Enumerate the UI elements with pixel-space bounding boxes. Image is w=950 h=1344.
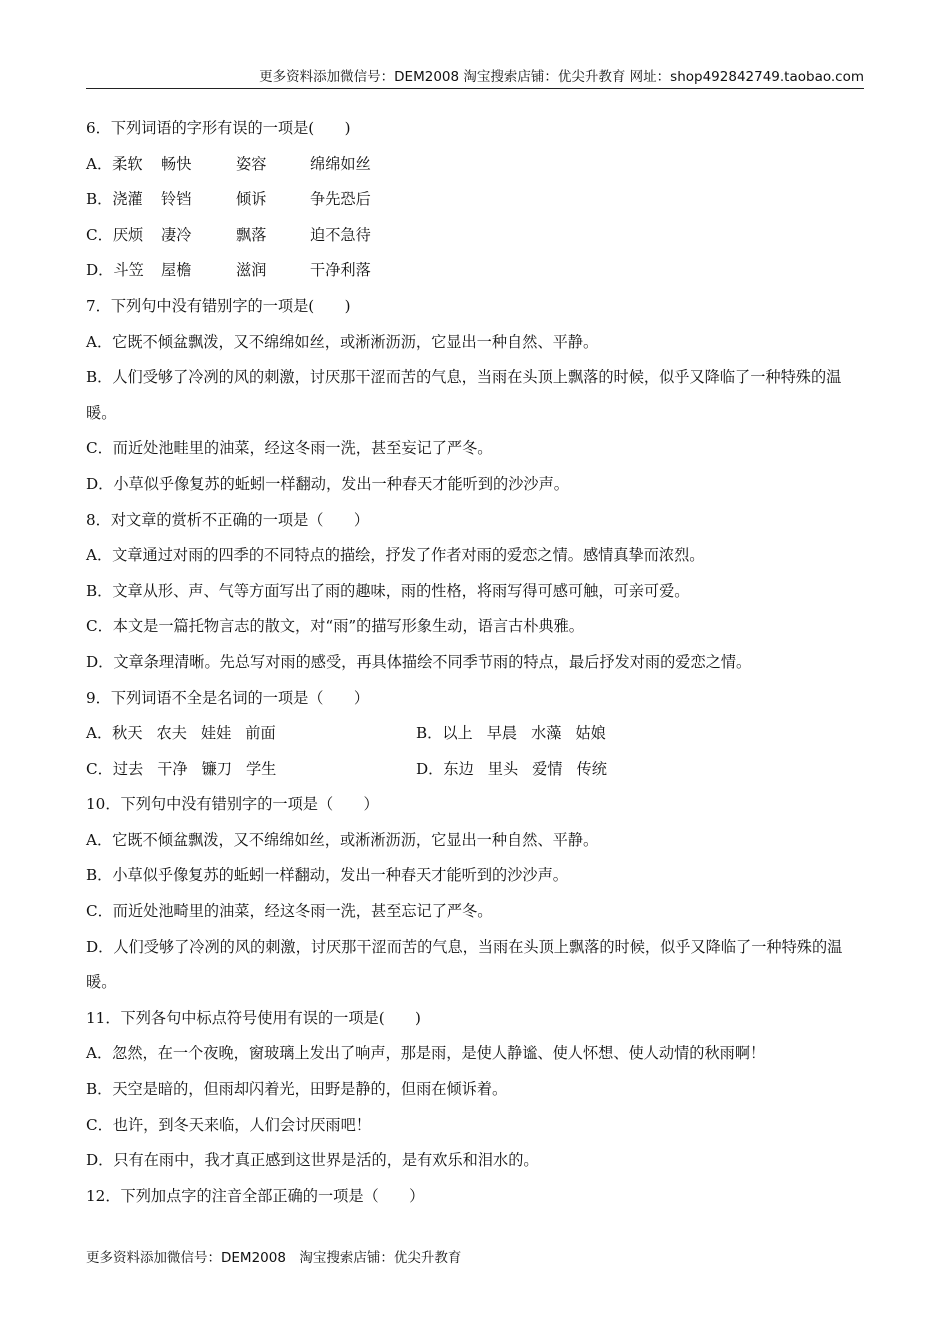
question-9-row-1 (86, 716, 864, 752)
question-6-option-a: A．柔软 畅快 姿容 绵绵如丝 (86, 154, 371, 173)
question-7-option-d: D．小草似乎像复苏的蚯蚓一样翻动，发出一种春天才能听到的沙沙声。 (86, 474, 569, 493)
question-8-option-d: D．文章条理清晰。先总写对雨的感受，再具体描绘不同季节雨的特点，最后抒发对雨的爱恋之情。 (86, 652, 752, 671)
question-6-option-c: C．厌烦 凄冷 飘落 迫不急待 (86, 225, 371, 244)
question-10-option-c: C．而近处池畸里的油菜，经这冬雨一洗，甚至忘记了严冬。 (86, 902, 493, 921)
question-7-option-b: B．人们受够了冷冽的风的刺激，讨厌那干涩而苦的气息，当雨在头顶上飘落的时候，似乎又降临了一种特殊的温暖。 (86, 368, 842, 422)
question-10-option-a: A．它既不倾盆飘泼，又不绵绵如丝，或淅淅沥沥，它显出一种自然、平静。 (86, 830, 599, 849)
question-9-row-2 (86, 752, 864, 788)
question-8-option-b: B．文章从形、声、气等方面写出了雨的趣味，雨的性格，将雨写得可感可触，可亲可爱。 (86, 581, 690, 600)
document-body (86, 111, 864, 1214)
question-7-stem: 7．下列句中没有错别字的一项是( ) (86, 296, 351, 315)
question-9-option-d: D．东边 里头 爱情 传统 (416, 759, 607, 778)
question-8-option-c: C．本文是一篇托物言志的散文，对“雨”的描写形象生动，语言古朴典雅。 (86, 617, 584, 636)
question-9-stem: 9．下列词语不全是名词的一项是（ ） (86, 688, 370, 707)
question-9-option-a: A．秋天 农夫 娃娃 前面 (86, 724, 276, 743)
question-8-option-a: A．文章通过对雨的四季的不同特点的描绘，抒发了作者对雨的爱恋之情。感情真挚而浓烈。 (86, 546, 705, 565)
question-11-option-d: D．只有在雨中，我才真正感到这世界是活的，是有欢乐和泪水的。 (86, 1151, 539, 1170)
question-6-option-d: D．斗笠 屋檐 滋润 干净利落 (86, 261, 371, 280)
question-7-option-a: A．它既不倾盆飘泼，又不绵绵如丝，或淅淅沥沥，它显出一种自然、平静。 (86, 332, 599, 351)
question-11-stem: 11．下列各句中标点符号使用有误的一项是( ) (86, 1008, 421, 1027)
question-6-stem: 6．下列词语的字形有误的一项是( ) (86, 119, 351, 137)
question-10-stem: 10．下列句中没有错别字的一项是（ ） (86, 795, 379, 814)
question-9-option-b: B．以上 早晨 水藻 姑娘 (416, 724, 606, 743)
page-header (86, 66, 864, 89)
question-7-option-c: C．而近处池畦里的油菜，经这冬雨一洗，甚至妄记了严冬。 (86, 439, 493, 458)
question-10-option-d: D．人们受够了冷冽的风的刺激，讨厌那干涩而苦的气息，当雨在头顶上飘落的时候，似乎又降临了一种特殊的温暖。 (86, 937, 843, 992)
question-12-stem: 12．下列加点字的注音全部正确的一项是（ ） (86, 1186, 425, 1205)
footer-text: 更多资料添加微信号：DEM2008 淘宝搜索店铺：优尖升教育 (86, 1250, 462, 1266)
question-10-option-b: B．小草似乎像复苏的蚯蚓一样翻动，发出一种春天才能听到的沙沙声。 (86, 866, 568, 885)
question-6-option-b: B．浇灌 铃铛 倾诉 争先恐后 (86, 190, 371, 209)
question-11-option-b: B．天空是暗的，但雨却闪着光，田野是静的，但雨在倾诉着。 (86, 1080, 508, 1099)
question-9-option-c: C．过去 干净 镰刀 学生 (86, 759, 277, 778)
header-text: 更多资料添加微信号：DEM2008 淘宝搜索店铺：优尖升教育 网址：shop492842749.taobao.com (259, 69, 864, 85)
page-footer (86, 1246, 461, 1266)
question-11-option-c: C．也许，到冬天来临，人们会讨厌雨吧！ (86, 1115, 371, 1134)
question-8-stem: 8．对文章的赏析不正确的一项是（ ） (86, 510, 370, 529)
question-11-option-a: A．忽然，在一个夜晚，窗玻璃上发出了响声，那是雨，是使人静谧、使人怀想、使人动情的秋雨啊！ (86, 1044, 766, 1063)
